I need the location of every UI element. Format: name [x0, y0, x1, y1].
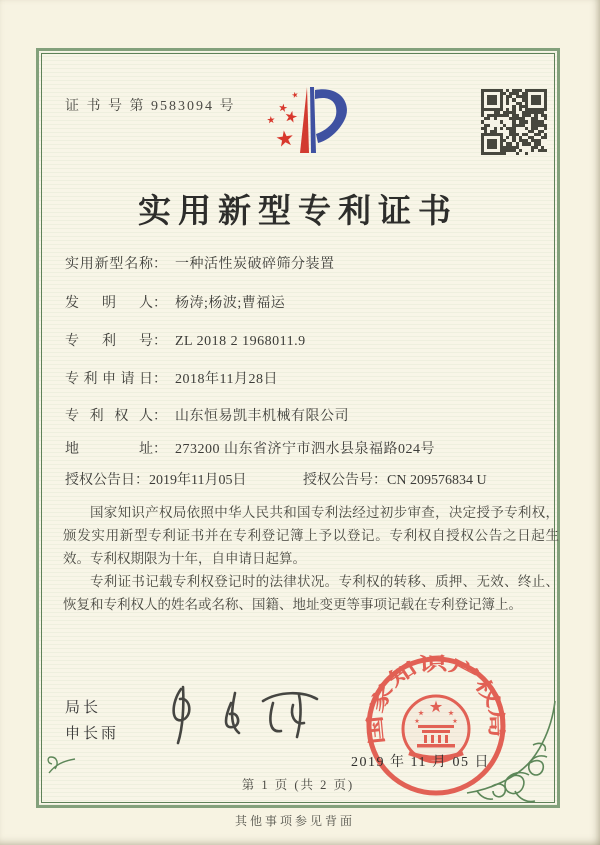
field-label: 地址 — [65, 442, 153, 457]
field-colon: ： — [153, 334, 167, 349]
field-value: ZL 2018 2 1968011.9 — [175, 334, 306, 349]
field-colon: ： — [153, 257, 167, 272]
certificate-number: 证 书 号 第 9583094 号 — [65, 99, 236, 114]
field-colon: ： — [153, 296, 167, 311]
field-row-name — [65, 253, 335, 273]
director-signature — [147, 679, 337, 754]
director-title: 局长 — [65, 700, 102, 716]
certificate-title: 实用新型专利证书 — [138, 194, 458, 230]
field-value: 2018年11月28日 — [175, 372, 278, 387]
seal-text: 国家知识产权局 — [365, 654, 507, 746]
field-label: 专利权人 — [65, 409, 153, 424]
legal-text — [63, 501, 559, 616]
cnipa-logo-icon — [241, 75, 361, 180]
grant-no-block — [303, 469, 487, 489]
signature-strokes — [147, 679, 337, 749]
logo-stars-icon — [267, 91, 299, 147]
grant-row — [65, 469, 557, 489]
logo-p-bowl — [315, 89, 347, 143]
grant-no-value: CN 209576834 U — [387, 473, 487, 488]
page-number: 第 1 页 (共 2 页) — [241, 778, 355, 792]
field-row-inventors — [65, 292, 285, 312]
grant-date-label: 授权公告日 — [65, 473, 135, 488]
field-value: 273200 山东省济宁市泗水县泉福路024号 — [175, 442, 435, 457]
field-row-filing-date — [65, 368, 278, 388]
field-value: 一种活性炭破碎筛分装置 — [175, 257, 335, 272]
legal-paragraph-1: 国家知识产权局依照中华人民共和国专利法经过初步审查，决定授予专利权，颁发实用新型专利证书并在专利登记簿上予以登记。专利权自授权公告之日起生效。专利权期限为十年，自申请日起算。 — [63, 505, 559, 566]
corner-flourish-small-icon — [45, 743, 79, 777]
grant-no-label: 授权公告号 — [303, 473, 373, 488]
field-row-patent-no — [65, 330, 306, 350]
qr-module — [544, 152, 547, 155]
field-colon: ： — [153, 372, 167, 387]
field-label: 专利申请日 — [65, 372, 153, 387]
certificate-frame — [36, 48, 560, 808]
field-colon: ： — [153, 409, 167, 424]
field-label: 专利号 — [65, 334, 153, 349]
field-label: 实用新型名称 — [65, 257, 153, 272]
cnipa-logo-svg — [241, 75, 361, 175]
grant-date-value: 2019年11月05日 — [149, 473, 247, 488]
director-name: 申长雨 — [65, 726, 120, 742]
field-row-address — [65, 438, 435, 458]
field-value: 山东恒易凯丰机械有限公司 — [175, 409, 349, 424]
back-note: 其他事项参见背面 — [234, 814, 355, 828]
seal-date: 2019 年 11 月 05 日 — [351, 755, 490, 770]
qr-code — [481, 89, 547, 155]
field-row-patentee — [65, 405, 349, 425]
field-colon: ： — [153, 442, 167, 457]
grant-colon: ： — [135, 473, 149, 488]
logo-red-wedge — [300, 87, 309, 153]
field-value: 杨涛;杨波;曹福运 — [175, 296, 286, 311]
director-block — [65, 695, 119, 747]
legal-paragraph-2: 专利证书记载专利权登记时的法律状况。专利权的转移、质押、无效、终止、恢复和专利权人的姓名或名称、国籍、地址变更等事项记载在专利登记簿上。 — [63, 574, 559, 612]
grant-colon: ： — [373, 473, 387, 488]
field-label: 发明人 — [65, 296, 153, 311]
